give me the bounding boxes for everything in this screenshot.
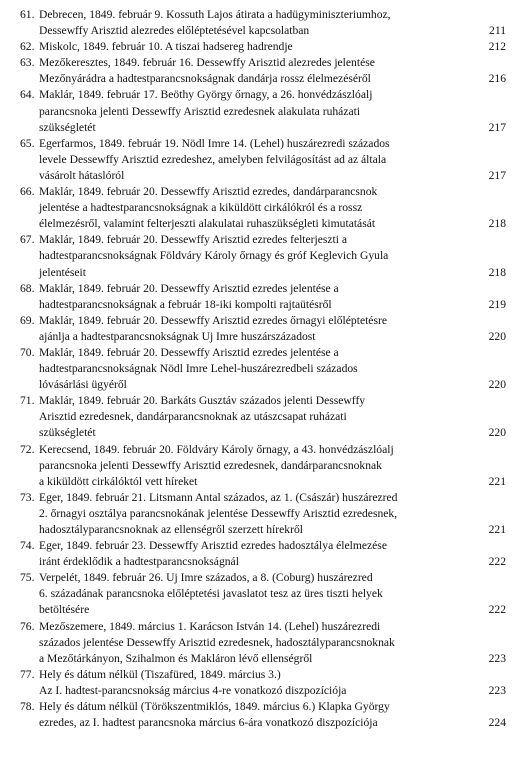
entry-text-line: betöltésére <box>39 603 90 617</box>
entry-text-line: Eger, 1849. február 21. Litsmann Antal százados, az 1. (Császár) huszárezred <box>39 490 398 504</box>
page-number: 224 <box>488 716 506 730</box>
page-number: 222 <box>488 603 506 617</box>
entry-text-line: Egerfarmos, 1849. február 19. Nödl Imre 14. (Lehel) huszárezredi százados <box>39 136 390 150</box>
entry-text-line: Hely és dátum nélkül (Tiszafüred, 1849. március 3.) <box>39 667 281 681</box>
entry-number: 63. <box>20 56 35 70</box>
page-number: 212 <box>488 40 506 54</box>
toc-entry <box>20 667 506 699</box>
entry-text-line: hadosztályparancsnoknak az ellenségről szerzett hírekről <box>39 523 303 536</box>
entry-text-line: Debrecen, 1849. február 9. Kossuth Lajos átirata a hadügyminiszteriumhoz, <box>39 8 391 21</box>
entry-text-line: élelmezésről, valamint felterjeszti alakulatai ruhaszükségleti kimutatását <box>39 217 376 231</box>
entry-text-line: Az I. hadtest-parancsnokság március 4-re vonatkozó diszpozíciója <box>39 683 347 697</box>
entry-text-line: Arisztid ezredesnek, dandárparancsnoknak az utászcsapat ruházati <box>39 410 347 424</box>
entry-number: 72. <box>20 442 35 456</box>
entry-text-line: ezredes, az I. hadtest parancsnoka március 6-ára vonatkozó diszpozíciója <box>39 716 378 730</box>
entry-text-line: Kerecsend, 1849. február 20. Földváry Károly őrnagy, a 43. honvédzászlóalj <box>39 442 394 456</box>
entry-text-line: ajánlja a hadtestparancsnokságnak Uj Imre huszárszázadost <box>39 329 316 343</box>
entry-text-line: Maklár, 1849. február 20. Dessewffy Arisztid ezredes jelentése a <box>39 281 339 295</box>
entry-text-line: Verpelét, 1849. február 26. Uj Imre százados, a 8. (Coburg) huszárezred <box>39 571 373 585</box>
entry-number: 71. <box>20 394 35 408</box>
page-number: 221 <box>488 474 506 488</box>
entry-text-line: lóvásárlási ügyéről <box>39 378 127 392</box>
page-number: 220 <box>488 329 506 343</box>
entry-text-line: a kiküldött cirkálóktól vett híreket <box>39 474 198 488</box>
entry-number: 67. <box>20 233 35 247</box>
entry-text-line: Hely és dátum nélkül (Törökszentmiklós, 1849. március 6.) Klapka György <box>39 700 390 714</box>
toc-entry <box>20 490 506 538</box>
entry-number: 65. <box>20 136 35 150</box>
toc-entry <box>20 619 506 667</box>
page-number: 216 <box>488 72 506 86</box>
page-number: 217 <box>488 120 506 134</box>
entry-number: 76. <box>20 619 35 633</box>
entry-text-line: szükségletét <box>39 120 96 134</box>
toc-entry <box>20 39 506 55</box>
page-number: 223 <box>488 651 506 665</box>
toc-entry <box>20 313 506 345</box>
toc-entry <box>20 87 506 135</box>
toc-entry <box>20 442 506 490</box>
page-number: 218 <box>488 217 506 231</box>
page-number: 211 <box>489 24 506 38</box>
entry-number: 74. <box>20 539 35 553</box>
page-number: 220 <box>488 378 506 392</box>
entry-number: 64. <box>20 88 35 102</box>
page-number: 220 <box>488 426 506 440</box>
entry-text-line: Maklár, 1849. február 20. Dessewffy Arisztid ezredes őrnagyi előléptetésre <box>39 313 387 327</box>
page-number: 218 <box>488 265 506 279</box>
toc-entry <box>20 232 506 280</box>
toc-entry <box>20 184 506 232</box>
toc-entry <box>20 345 506 393</box>
entry-number: 68. <box>20 281 35 295</box>
entry-text-line: Mezőkeresztes, 1849. február 16. Dessewffy Arisztid alezredes jelentése <box>39 56 375 70</box>
entry-text-line: szükségletét <box>39 426 96 440</box>
entry-text-line: levele Dessewffy Arisztid ezredeshez, amelyben felvilágosítást ad az általa <box>39 152 387 166</box>
entry-text-line: százados jelentése Dessewffy Arisztid ezredesnek, hadosztályparancsnoknak <box>39 635 395 649</box>
entry-number: 73. <box>20 490 35 504</box>
entry-text-line: iránt érdeklődik a hadtestparancsnokságnál <box>39 555 239 569</box>
toc-entry <box>20 699 506 731</box>
page-number: 217 <box>488 168 506 182</box>
toc-entry <box>20 55 506 87</box>
entry-number: 78. <box>20 700 35 714</box>
entry-text-line: Maklár, 1849. február 20. Dessewffy Arisztid ezredes jelentése a <box>39 345 339 359</box>
entry-text-line: Maklár, 1849. február 20. Dessewffy Arisztid ezredes felterjeszti a <box>39 233 348 247</box>
entry-text-line: hadtestparancsnokságnak Nödl Imre Lehel-huszárezredbeli százados <box>39 362 358 376</box>
entry-number: 70. <box>20 345 35 359</box>
table-of-contents <box>20 7 506 731</box>
toc-entry <box>20 570 506 618</box>
page-number: 221 <box>488 523 506 536</box>
page-number: 222 <box>488 555 506 569</box>
entry-text-line: jelentése a hadtestparancsnokságnak a kiküldött cirkálókról és a rossz <box>39 201 363 215</box>
toc-entry <box>20 393 506 441</box>
entry-text-line: a Mezőtárkányon, Szihalmon és Makláron lévő ellenségről <box>39 651 313 665</box>
entry-text-line: 2. őrnagyi osztálya parancsnokának jelentése Dessewffy Arisztid ezredesnek, <box>39 506 398 520</box>
entry-text-line: 6. századának parancsnoka előléptetési javaslatot tesz az üres tiszti helyek <box>39 587 383 601</box>
toc-entry <box>20 136 506 184</box>
entry-text-line: Maklár, 1849. február 20. Barkáts Gusztáv százados jelenti Dessewffy <box>39 394 366 408</box>
entry-text-line: parancsnoka jelenti Dessewffy Arisztid ezredesnek alakulata ruházati <box>39 104 361 118</box>
entry-number: 69. <box>20 313 35 327</box>
toc-entry <box>20 538 506 570</box>
page-number: 219 <box>488 297 506 311</box>
entry-text-line: Mezőnyárádra a hadtestparancsnokságnak dandárja rossz élelmezéséről <box>39 72 371 86</box>
entry-number: 61. <box>20 8 35 21</box>
toc-entry <box>20 7 506 39</box>
entry-text-line: Mezőszemere, 1849. március 1. Karácson István 14. (Lehel) huszárezredi <box>39 619 381 633</box>
entry-text-line: jelentéseit <box>39 265 86 279</box>
toc-entry <box>20 281 506 313</box>
page-number: 223 <box>488 683 506 697</box>
entry-number: 62. <box>20 40 35 54</box>
entry-text-line: hadtestparancsnokságnak Földváry Károly őrnagy és gróf Keglevich Gyula <box>39 249 389 263</box>
entry-text-line: Maklár, 1849. február 17. Beöthy György őrnagy, a 26. honvédzászlóalj <box>39 88 373 102</box>
entry-text-line: parancsnoka jelenti Dessewffy Arisztid ezredesnek, dandárparancsnoknak <box>39 458 382 472</box>
entry-text-line: Dessewffy Arisztid alezredes előléptetésével kapcsolatban <box>39 24 310 38</box>
entry-text-line: Maklár, 1849. február 20. Dessewffy Arisztid ezredes, dandárparancsnok <box>39 185 378 199</box>
entry-number: 77. <box>20 667 35 681</box>
entry-text-line: hadtestparancsnokságnak a február 18-iki kompolti rajtaütésről <box>39 297 332 311</box>
entry-text-line: Miskolc, 1849. február 10. A tiszai hadsereg hadrendje <box>39 40 293 54</box>
entry-text-line: vásárolt hátaslóról <box>39 168 125 182</box>
entry-number: 66. <box>20 185 35 199</box>
entry-text-line: Eger, 1849. február 23. Dessewffy Arisztid ezredes hadosztálya élelmezése <box>39 539 387 553</box>
entry-number: 75. <box>20 571 35 585</box>
